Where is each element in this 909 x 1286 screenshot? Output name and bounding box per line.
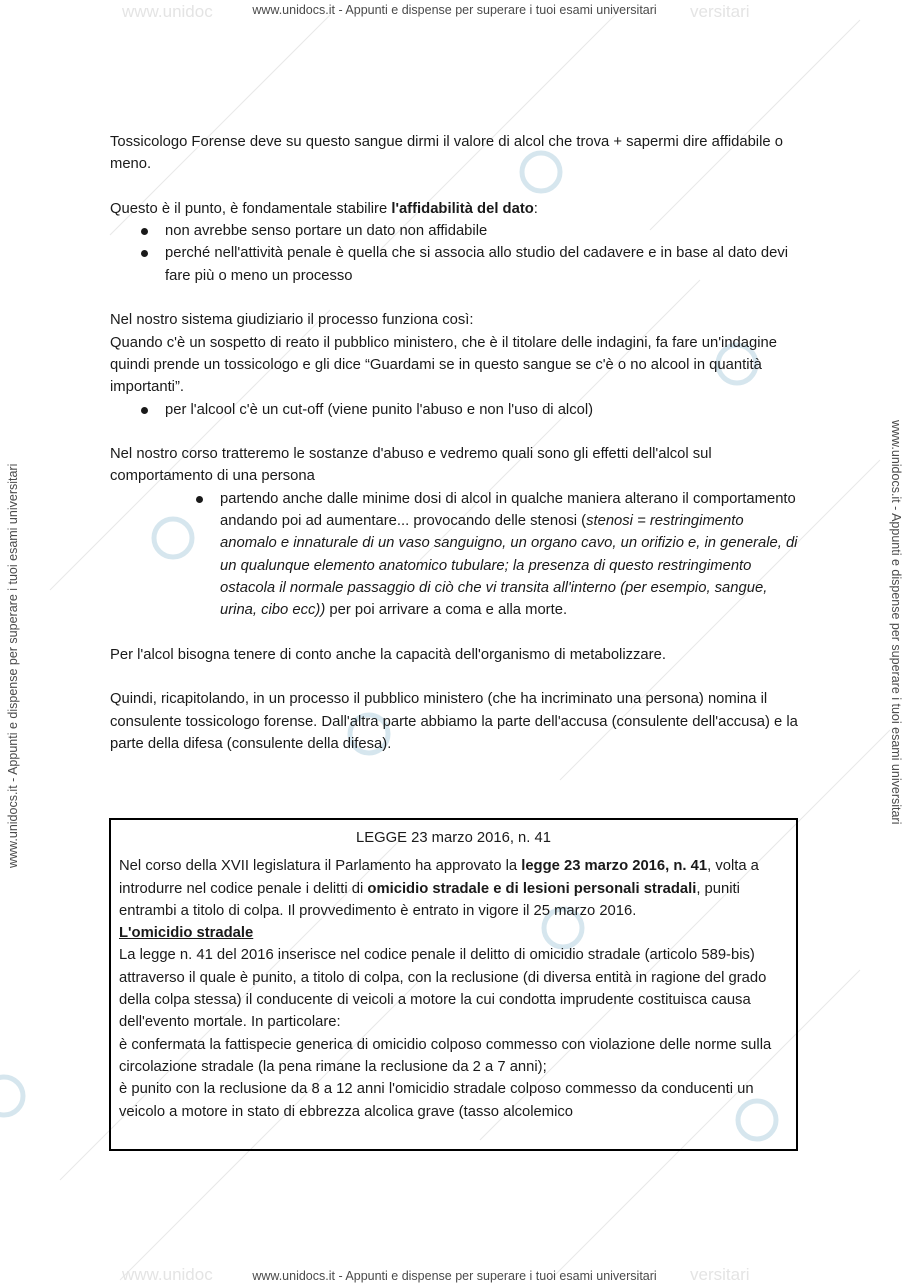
bullet-item: non avrebbe senso portare un dato non affidabile xyxy=(110,220,800,242)
bullet-item: per l'alcool c'è un cut-off (viene punito l'abuso e non l'uso di alcol) xyxy=(110,399,800,421)
law-intro: Nel corso della XVII legislatura il Parlamento ha approvato la legge 23 marzo 2016, n. 41, volta a introdurre nel codice penale i delitti di omicidio stradale e di lesioni personali stradali, puniti entrambi a titolo di colpa. Il provvedimento è entrato in vigore il 25 marzo 2016. xyxy=(119,858,759,919)
paragraph-judicial-system: Nel nostro sistema giudiziario il processo funziona così: xyxy=(110,312,474,329)
watermark-ghost-right: versitari xyxy=(690,2,750,21)
paragraph-suspicion: Quando c'è un sospetto di reato il pubblico ministero, che è il titolare delle indagini, fa fare un'indagine quindi prende un tossicologo e gli dice “Guardami se in questo sangue se c'è o no alcool in quantità importanti”. xyxy=(110,334,777,396)
watermark-ghost-left: www.unidoc xyxy=(122,2,213,21)
watermark-top: www.unidocs.it - Appunti e dispense per superare i tuoi esami universitari xyxy=(252,3,657,17)
watermark-ghost-right-bottom: versitari xyxy=(690,1265,750,1284)
paragraph-metabolism: Per l'alcol bisogna tenere di conto anche la capacità dell'organismo di metabolizzare. xyxy=(110,646,666,663)
paragraph-intro: Tossicologo Forense deve su questo sangue dirmi il valore di alcol che trova + sapermi dire affidabile o meno. xyxy=(110,134,783,173)
paragraph-summary: Quindi, ricapitolando, in un processo il pubblico ministero (che ha incriminato una persona) nomina il consulente tossicologo forense. Dall'altra parte abbiamo la parte dell'accusa (consulente dell'accusa) e la parte della difesa (consulente della difesa). xyxy=(110,691,798,753)
watermark-right: www.unidocs.it - Appunti e dispense per superare i tuoi esami universitari xyxy=(889,420,903,825)
paragraph-course: Nel nostro corso tratteremo le sostanze d'abuso e vedremo quali sono gli effetti dell'alcol sul comportamento di una persona xyxy=(110,446,712,485)
law-paragraph: è punito con la reclusione da 8 a 12 anni l'omicidio stradale colposo commesso da conducenti un veicolo a motore in stato di ebbrezza alcolica grave (tasso alcolemico xyxy=(119,1081,754,1120)
law-paragraph: La legge n. 41 del 2016 inserisce nel codice penale il delitto di omicidio stradale (articolo 589-bis) attraverso il quale è punito, a titolo di colpa, con la reclusione (di diversa entità in ragione del grado della colpa stessa) il conducente di veicoli a motore la cui condotta imprudente costituisca causa dell'evento mortale. In particolare: xyxy=(119,947,767,1031)
law-paragraph: è confermata la fattispecie generica di omicidio colposo commesso con violazione delle norme sulla circolazione stradale (la pena rimane la reclusione da 2 a 7 anni); xyxy=(119,1036,772,1075)
law-box xyxy=(109,818,798,1151)
document-body xyxy=(110,131,800,755)
law-box-title: LEGGE 23 marzo 2016, n. 41 xyxy=(356,830,551,846)
paragraph-reliability: Questo è il punto, è fondamentale stabilire l'affidabilità del dato: xyxy=(110,200,538,217)
watermark-bottom: www.unidocs.it - Appunti e dispense per superare i tuoi esami universitari xyxy=(252,1269,657,1283)
law-subtitle: L'omicidio stradale xyxy=(119,925,254,942)
watermark-left: www.unidocs.it - Appunti e dispense per superare i tuoi esami universitari xyxy=(6,463,20,868)
bullet-item: perché nell'attività penale è quella che si associa allo studio del cadavere e in base al dato devi fare più o meno un processo xyxy=(110,242,800,287)
watermark-ghost-left-bottom: www.unidoc xyxy=(122,1265,213,1284)
bullet-item-stenosis: partendo anche dalle minime dosi di alcol in qualche maniera alterano il comportamento andando poi ad aumentare... provocando delle stenosi (stenosi = restringimento anomalo e innaturale di un vaso sanguigno, un organo cavo, un orifizio e, in generale, di un qualunque elemento anatomico tubulare; la presenza di questo restringimento ostacola il normale passaggio di ciò che vi transita all'interno (per esempio, sangue, urina, cibo ecc)) per poi arrivare a coma e alla morte. xyxy=(110,488,800,622)
stenosis-definition: stenosi = restringimento anomalo e innaturale di un vaso sanguigno, un organo cavo, un orifizio e, in generale, di un qualunque elemento anatomico tubulare; la presenza di questo restringimento ostacola il normale passaggio di ciò che vi transita all'interno (per esempio, sangue, urina, cibo ecc)) xyxy=(220,513,798,619)
bold-reliability: l'affidabilità del dato xyxy=(391,200,534,217)
